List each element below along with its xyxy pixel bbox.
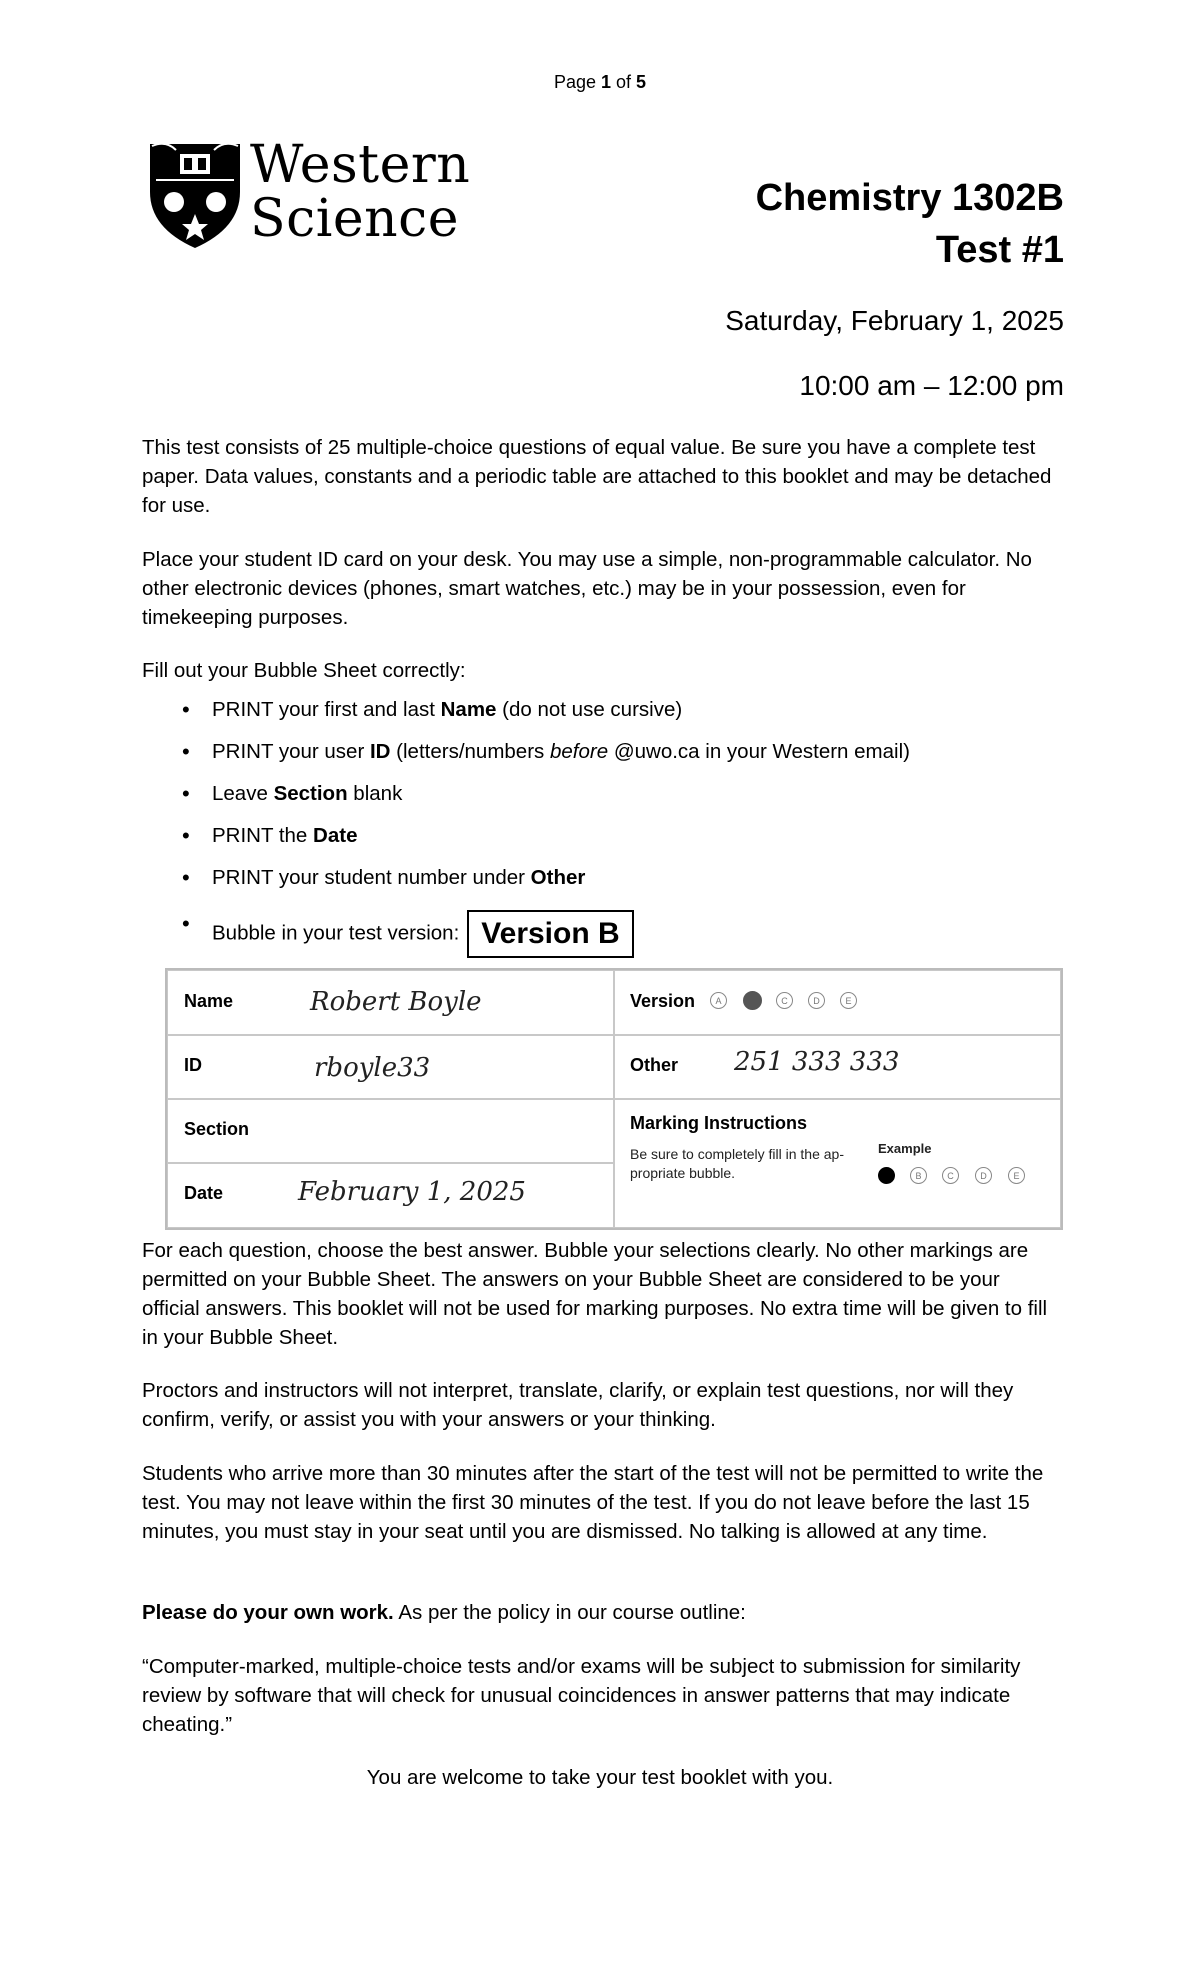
example-bubble-b: B: [910, 1167, 927, 1184]
version-box: Version B: [467, 910, 633, 958]
id-cell: ID rboyle33: [167, 1034, 615, 1100]
list-item: • PRINT your student number under Other: [142, 864, 910, 906]
example-bubble-e: E: [1008, 1167, 1025, 1184]
version-bubble-e: E: [840, 992, 857, 1009]
section-cell: Section: [167, 1098, 615, 1164]
page-number: Page 1 of 5: [553, 72, 647, 92]
similarity-review-quote: “Computer-marked, multiple-choice tests and/or exams will be subject to submission for similarity review by software that will check for unusual coincidences in answer patterns that may indicate cheating.”: [142, 1655, 1021, 1736]
test-date: Saturday, February 1, 2025: [725, 305, 1064, 336]
attendance-policy: Students who arrive more than 30 minutes after the start of the test will not be permitted to write the test. You may not leave within the first 30 minutes of the test. If you do not leave before the last 15 minutes, you must stay in your seat until you are dismissed. No talking is allowed at any time.: [142, 1462, 1044, 1543]
other-value: 251 333 333: [734, 1047, 900, 1077]
date-value: February 1, 2025: [298, 1177, 526, 1207]
version-cell: Version A C D E: [613, 970, 1061, 1036]
list-item: • Bubble in your test version: Version B: [142, 910, 910, 952]
list-item: • PRINT your first and last Name (do not use cursive): [142, 696, 910, 738]
list-item: • Leave Section blank: [142, 780, 910, 822]
marking-instructions-cell: Marking Instructions Be sure to completely fill in the ap- propriate bubble. Example B C D E: [613, 1098, 1061, 1228]
example-bubble-d: D: [975, 1167, 992, 1184]
own-work-notice: Please do your own work. As per the policy in our course outline:: [142, 1601, 746, 1624]
logo-wordmark: Western Science: [250, 135, 471, 249]
proctor-policy: Proctors and instructors will not interpret, translate, clarify, or explain test questions, nor will they confirm, verify, or assist you with your answers or your thinking.: [142, 1379, 1014, 1431]
footer-note: You are welcome to take your test booklet with you.: [366, 1766, 834, 1789]
list-item: • PRINT your user ID (letters/numbers before @uwo.ca in your Western email): [142, 738, 910, 780]
answer-instructions: For each question, choose the best answer. Bubble your selections clearly. No other markings are permitted on your Bubble Sheet. The answers on your Bubble Sheet are considered to be your official answers. This booklet will not be used for marking purposes. No extra time will be given to fill in your Bubble Sheet.: [142, 1239, 1048, 1349]
course-title: Chemistry 1302B Test #1: [755, 177, 1064, 271]
bubble-sheet-instructions: Fill out your Bubble Sheet correctly:: [142, 659, 466, 682]
example-bubble-a-filled: [878, 1167, 895, 1184]
western-crest-icon: [146, 140, 244, 252]
test-time: 10:00 am – 12:00 pm: [799, 370, 1064, 401]
version-bubble-c: C: [776, 992, 793, 1009]
instruction-list: [142, 696, 910, 952]
other-cell: Other 251 333 333: [613, 1034, 1061, 1100]
version-bubble-d: D: [808, 992, 825, 1009]
name-cell: Name Robert Boyle: [167, 970, 615, 1036]
list-item: • PRINT the Date: [142, 822, 910, 864]
bubble-sheet-example: [165, 968, 1063, 1230]
example-bubble-c: C: [942, 1167, 959, 1184]
intro-paragraph-1: This test consists of 25 multiple-choice questions of equal value. Be sure you have a complete test paper. Data values, constants and a periodic table are attached to this booklet and may be detached for use.: [142, 436, 1052, 517]
id-value: rboyle33: [314, 1053, 431, 1083]
name-value: Robert Boyle: [310, 987, 482, 1017]
intro-paragraph-2: Place your student ID card on your desk. You may use a simple, non-programmable calculator. No other electronic devices (phones, smart watches, etc.) may be in your possession, even for timekeeping purposes.: [142, 548, 1032, 629]
date-cell: Date February 1, 2025: [167, 1162, 615, 1228]
version-bubble-a: A: [710, 992, 727, 1009]
version-bubble-b-filled: [743, 991, 762, 1010]
